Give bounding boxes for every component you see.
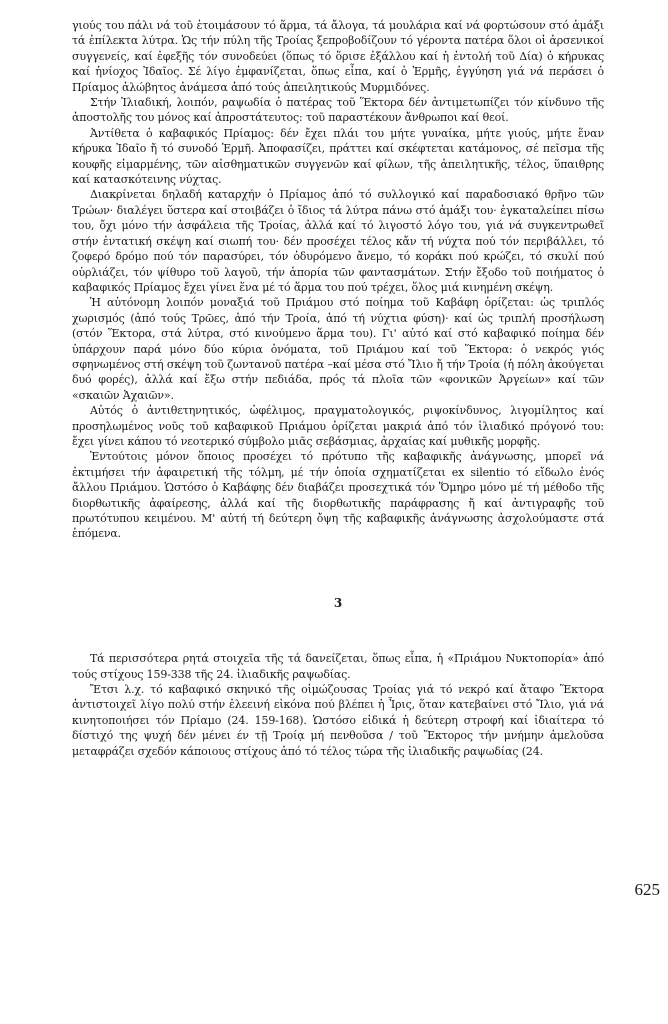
paragraph: Ἡ αὐτόνομη λοιπόν μοναξιά τοῦ Πριάμου στό ποίημα τοῦ Καβάφη ὁρίζεται: ὡς τριπλός χωρισμός (ἀπό τούς Τρῶες, ἀπό τήν Τροία, ἀπό τή νύχτια φύση)· καί ὡς τριπλή προσήλωση (στόν Ἕκτορα, στά λύτρα, στό κινούμενο ἅρμα του). Γι' αὐτό καί στό καβαφικό ποίημα δέν ὑπάρχουν παρά μόνο δύο κύρια ὀνόματα, τοῦ Πριάμου καί τοῦ Ἕκτορα: ὁ νεκρός γιός σφηνωμένος στή σκέψη τοῦ ζωντανοῦ πατέρα –καί μέσα στό Ἴλιο ἤ τήν Τροία (ἡ πόλη ἀκούγεται δυό φορές), ἀλλά καί ἔξω στήν πεδιάδα, πρός τά πλοῖα τῶν «φονικῶν Ἀργείων» καί τῶν «σκαιῶν Ἀχαιῶν».	[72, 296, 604, 402]
page-number: 625	[634, 880, 660, 899]
paragraph: Στήν Ἰλιαδική, λοιπόν, ραψωδία ὁ πατέρας τοῦ Ἕκτορα δέν ἀντιμετωπίζει τόν κίνδυνο τῆς ἀποστολῆς του μόνος καί ἀπροστάτευτος: τοῦ παραστέκουν ἄνθρωποι καί θεοί.	[72, 96, 604, 125]
section-number: 3	[333, 595, 343, 610]
paragraph: Αὐτός ὁ ἀντιθετηνητικός, ὠφέλιμος, πραγματολογικός, ριψοκίνδυνος, λιγομίλητος καί προσηλωμένος νοῦς τοῦ καβαφικοῦ Πριάμου ὁρίζεται μακριά ἀπό τόν ἰλιαδικό πρόγονό του: ἔχει γίνει κάπου τό νεοτερικό σύμβολο μιᾶς σεβάσμιας, ἀρχαίας καί μυθικῆς μορφῆς.	[72, 404, 604, 448]
paragraph: Διακρίνεται δηλαδή καταρχήν ὁ Πρίαμος ἀπό τό συλλογικό καί παραδοσιακό θρῆνο τῶν Τρώων· διαλέγει ὕστερα καί στοιβάζει ὁ ἴδιος τά λύτρα πάνω στό ἁμάξι του· ἐγκαταλείπει πίσω του, ὄχι μόνο τήν ἀσφάλεια τῆς Τροίας, ἀλλά καί τό λιγοστό λόγο του, γιά νά συγκεντρωθεῖ στήν ἐντατική σκέψη καί σιωπή του· δέν προσέχει τέλος κἄν τή νύχτα πού τόν περιβάλλει, τό ζοφερό δρόμο πού τόν παρασύρει, τόν ὀδυρόμενο ἄνεμο, τό κοράκι πού κρώζει, τό σκυλί πού οὐρλιάζει, τόν ψίθυρο τοῦ λαγοῦ, τήν ἀπορία τῶν φαντασμάτων. Στήν ἔξοδο τοῦ ποιήματος ὁ καβαφικός Πρίαμος ἔχει γίνει ἕνα μέ τό ἅρμα του πού τρέχει, ὅλος μιά κινημένη σκέψη.	[72, 188, 604, 294]
paragraph: Ἀντίθετα ὁ καβαφικός Πρίαμος: δέν ἔχει πλάι του μήτε γυναίκα, μήτε γιούς, μήτε ἕναν κήρυκα Ἰδαῖο ἤ τό συνοδό Ἑρμῆ. Ἀποφασίζει, πράττει καί σκέφτεται κατάμονος, σέ πεῖσμα τῆς κουφῆς εἱμαρμένης, τῶν αἰσθηματικῶν συγγενῶν καί φίλων, τῆς ἀπειλητικῆς, τέλος, ὕπαιθρης καί κατασκότεινης νύχτας.	[72, 126, 604, 187]
paragraph: Ἐντούτοις μόνον ὅποιος προσέχει τό πρότυπο τῆς καβαφικῆς ἀνάγνωσης, μπορεῖ νά ἐκτιμήσει τήν ἀφαιρετική τῆς τόλμη, μέ τήν ὁποία σχηματίζεται ex silentio τό εἴδωλο ἑνός ἄλλου Πριάμου. Ὡστόσο ὁ Καβάφης δέν διαβάζει προσεχτικά τόν Ὅμηρο μόνο μέ τή μέθοδο τῆς διορθωτικῆς ἀφαίρεσης, ἀλλά καί τῆς διορθωτικῆς παράφρασης ἤ καί ἀντιγραφῆς τοῦ πρωτότυπου κειμένου. Μ' αὐτή τή δεύτερη ὄψη τῆς καβαφικῆς ἀνάγνωσης ἀσχολούμαστε στά ἑπόμενα.	[72, 450, 604, 541]
paragraph: γιούς του πάλι νά τοῦ ἑτοιμάσουν τό ἅρμα, τά ἄλογα, τά μουλάρια καί νά φορτώσουν στό ἁμάξι τά ἐπίλεκτα λύτρα. Ὡς τήν πύλη τῆς Τροίας ξεπροβοδίζουν τό γέροντα πατέρα ὅλοι οἱ ἀρσενικοί συγγενείς, καί ἐφεξῆς τόν συνοδεύει (ὅπως τό ὅρισε ἐξάλλου καί ἡ ἐντολή τοῦ Δία) ὁ κήρυκας καί ἡνίοχος Ἰδαῖος. Σέ λίγο ἐμφανίζεται, ὅπως εἶπα, καί ὁ Ἑρμῆς, ἐγγύηση γιά νά περάσει ὁ Πρίαμος ἀλώβητος ἀνάμεσα ἀπό τούς ἀπειλητικούς Μυρμιδόνες.	[72, 19, 604, 94]
paragraph: Τά περισσότερα ρητά στοιχεῖα τῆς τά δανείζεται, ὅπως εἶπα, ἡ «Πριάμου Νυκτοπορία» ἀπό τούς στίχους 159-338 τῆς 24. ἰλιαδικῆς ραψωδίας.	[72, 652, 604, 681]
paragraph: Ἔτσι λ.χ. τό καβαφικό σκηνικό τῆς οἰμώζουσας Τροίας γιά τό νεκρό καί ἄταφο Ἕκτορα ἀντιστοιχεῖ λίγο πολύ στήν ἐλεεινή εἰκόνα πού βλέπει ἡ Ἶρις, ὅταν κατεβαίνει στό Ἴλιο, γιά νά κινητοποιήσει τόν Πρίαμο (24. 159-168). Ὡστόσο εἰδικά ἡ δεύτερη στροφή καί ἰδιαίτερα τό δίστιχό της ψυχή δέν μένει έν τῇ Τροίᾳ μή πενθοῦσα / τοῦ Ἕκτορος τήν μνήμην ἀμελοῦσα μεταφράζει σχεδόν κάποιους στίχους ἀπό τό τέλος τώρα τῆς ἰλιαδικῆς ραψωδίας (24.	[72, 683, 604, 758]
page-body	[72, 18, 604, 759]
